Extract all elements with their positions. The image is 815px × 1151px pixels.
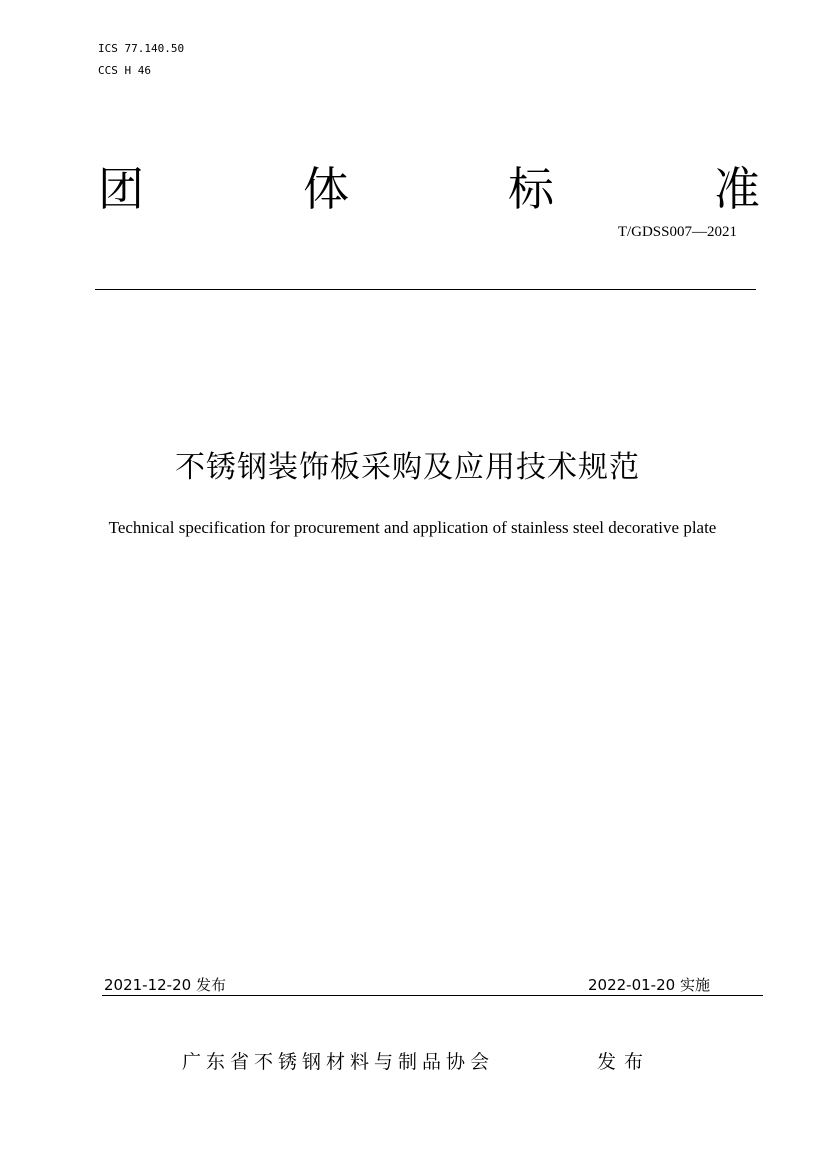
- banner-char-4: 准: [714, 162, 760, 216]
- banner-char-1: 团: [98, 162, 144, 216]
- ccs-code: CCS H 46: [98, 64, 151, 77]
- banner-char-3: 标: [508, 162, 554, 216]
- publisher-name: 广东省不锈钢材料与制品协会: [182, 1051, 495, 1073]
- ics-code: ICS 77.140.50: [98, 42, 185, 55]
- bottom-divider: [102, 995, 763, 996]
- document-title-english: Technical specification for procurement and application of stainless steel decorative plate: [108, 518, 717, 537]
- standard-number: T/GDSS007—2021: [617, 224, 737, 240]
- publish-label: 发布: [597, 1051, 652, 1073]
- issue-date: 2021-12-20 发布: [104, 976, 226, 994]
- top-divider: [95, 289, 756, 290]
- implementation-date: 2022-01-20 实施: [588, 976, 710, 994]
- document-title-chinese: 不锈钢装饰板采购及应用技术规范: [175, 450, 640, 485]
- banner-char-2: 体: [303, 162, 349, 216]
